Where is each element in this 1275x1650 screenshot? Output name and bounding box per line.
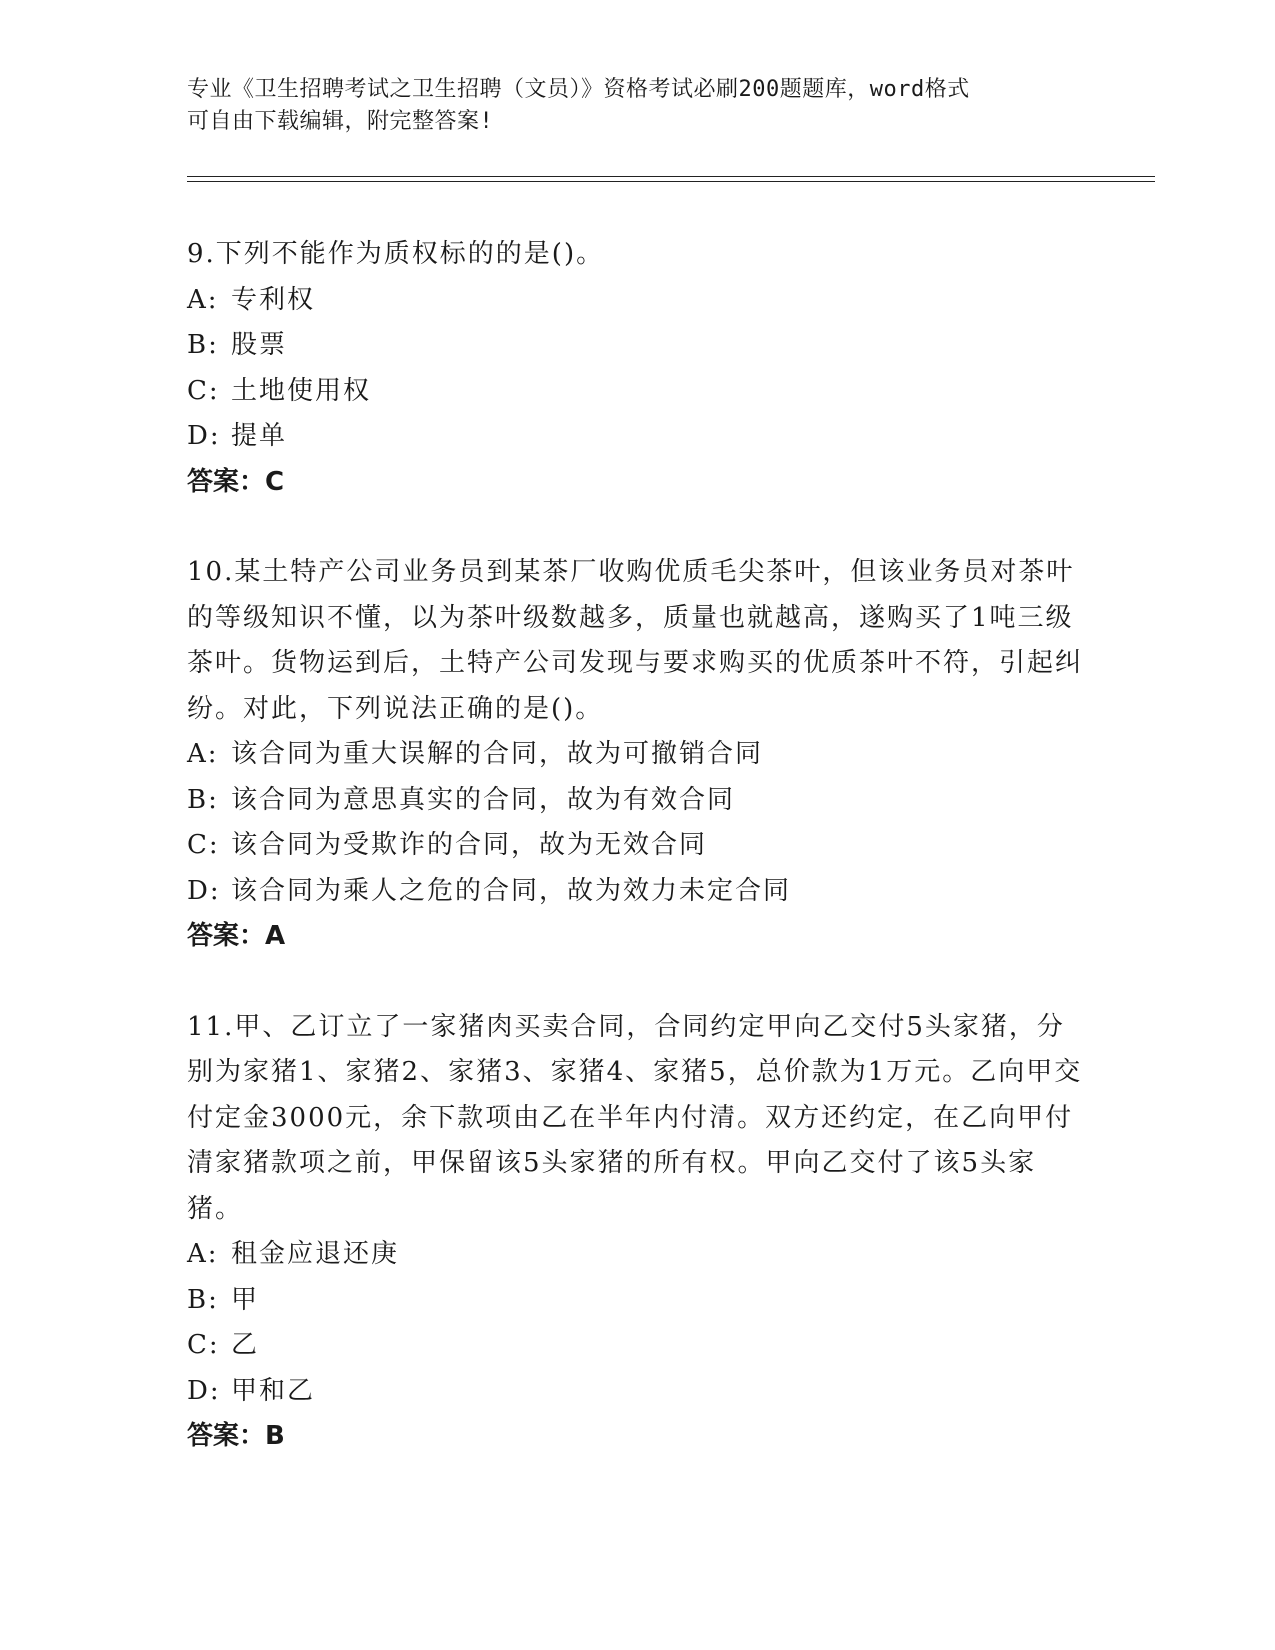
- option-c: [187, 823, 1087, 869]
- option-b: [187, 323, 1087, 369]
- option-a: [187, 278, 1087, 324]
- question-9: [187, 232, 1087, 505]
- option-d: [187, 869, 1087, 915]
- option-d: [187, 1369, 1087, 1415]
- option-a: [187, 732, 1087, 778]
- option-text: 股票: [231, 330, 288, 360]
- answer: 答案：B: [187, 1421, 285, 1451]
- option-text: 租金应退还庚: [231, 1239, 400, 1269]
- option-text: 提单: [231, 421, 288, 451]
- option-key: A:: [187, 284, 219, 315]
- answer: 答案：A: [187, 921, 286, 951]
- question-11: [187, 1005, 1087, 1460]
- option-c: [187, 1323, 1087, 1369]
- option-key: D:: [187, 875, 221, 906]
- page-header: [187, 74, 1087, 138]
- option-d: [187, 414, 1087, 460]
- option-key: C:: [187, 830, 220, 860]
- option-key: D:: [187, 421, 221, 451]
- header-line-2: 可自由下载编辑，附完整答案!: [187, 109, 494, 134]
- option-text: 该合同为乘人之危的合同，故为效力未定合同: [231, 875, 792, 906]
- option-text: 该合同为受欺诈的合同，故为无效合同: [231, 830, 708, 860]
- option-a: [187, 1232, 1087, 1278]
- header-divider: [187, 176, 1155, 182]
- option-text: 甲和乙: [231, 1375, 316, 1406]
- option-key: A:: [187, 1239, 219, 1269]
- header-line-1: 专业《卫生招聘考试之卫生招聘（文员）》资格考试必刷200题题库，word格式: [187, 77, 970, 102]
- answer: 答案：C: [187, 466, 285, 497]
- option-key: C:: [187, 375, 220, 406]
- option-b: [187, 1278, 1087, 1324]
- option-key: B:: [187, 784, 219, 815]
- option-key: C:: [187, 1330, 220, 1360]
- option-text: 土地使用权: [231, 375, 372, 406]
- option-text: 甲: [231, 1284, 260, 1315]
- option-text: 该合同为重大误解的合同，故为可撤销合同: [231, 739, 764, 769]
- option-key: B:: [187, 330, 219, 360]
- option-text: 该合同为意思真实的合同，故为有效合同: [231, 784, 736, 815]
- question-10: [187, 550, 1087, 960]
- option-c: [187, 369, 1087, 415]
- option-b: [187, 778, 1087, 824]
- option-key: A:: [187, 739, 219, 769]
- option-key: B:: [187, 1284, 219, 1315]
- option-text: 专利权: [231, 284, 316, 315]
- question-text: 10.某土特产公司业务员到某茶厂收购优质毛尖茶叶，但该业务员对茶叶的等级知识不懂，以为茶叶级数越多，质量也就越高，遂购买了1吨三级茶叶。货物运到后，土特产公司发现与要求购买的优质茶叶不符，引起纠纷。对此，下列说法正确的是()。: [187, 557, 1084, 724]
- question-text: 9.下列不能作为质权标的的是()。: [187, 239, 605, 269]
- question-list: [187, 232, 1087, 1505]
- question-text: 11.甲、乙订立了一家猪肉买卖合同，合同约定甲向乙交付5头家猪，分别为家猪1、家猪2、家猪3、家猪4、家猪5，总价款为1万元。乙向甲交付定金3000元，余下款项由乙在半年内付清。双方还约定，在乙向甲付清家猪款项之前，甲保留该5头家猪的所有权。甲向乙交付了该5头家猪。: [187, 1011, 1083, 1224]
- option-key: D:: [187, 1375, 221, 1406]
- option-text: 乙: [231, 1330, 260, 1360]
